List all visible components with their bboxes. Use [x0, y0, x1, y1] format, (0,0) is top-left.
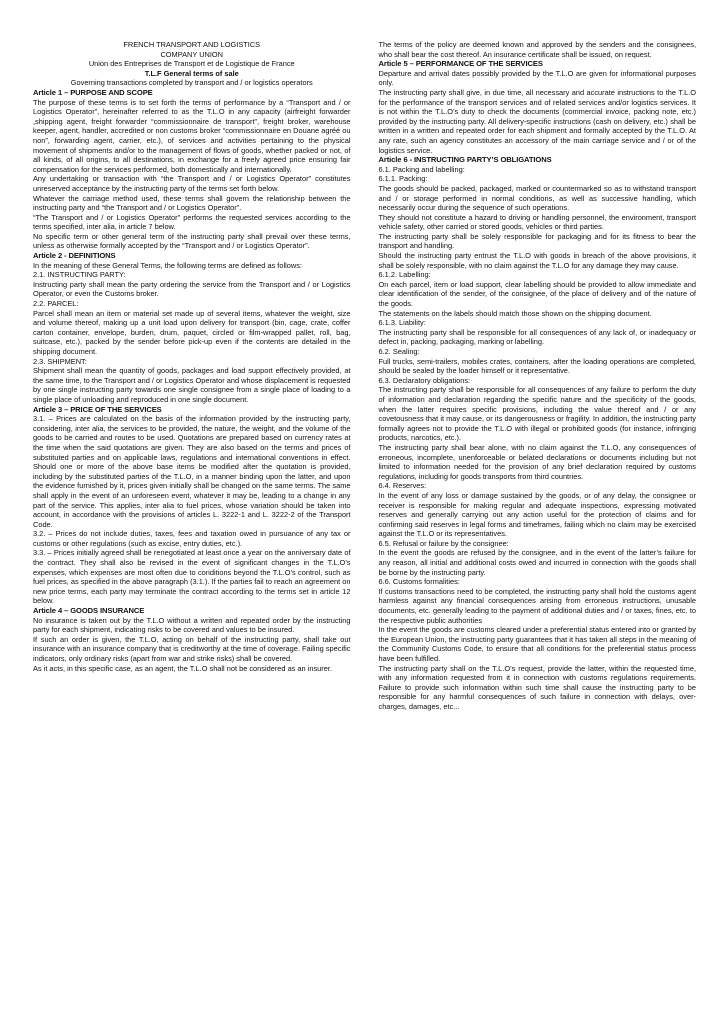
paragraph: “The Transport and / or Logistics Operator” performs the requested services according to the terms specified, inter alia, in article 7 below.	[33, 212, 351, 232]
article-heading: Article 6 - INSTRUCTING PARTY’S OBLIGATIONS	[378, 155, 552, 165]
paragraph: Shipment shall mean the quantity of goods, packages and load support effectively provided, at the same time, to the Transport and / or Logistics Operator and whose displacement is requested by one single instructing party towards one single consignee from a single place of loading to a single place of unloading and reproduced in one single document.	[33, 366, 351, 404]
paragraph: In the event of any loss or damage sustained by the goods, or of any delay, the consignee or receiver is responsible for making regular and adequate inspections, expressing motivated reserves and generally carrying out any action useful for the protection of claims and for confirming said reserves in legal forms and timeframes, failing which no claim may be exercised against the T.L.O or its representatives.	[378, 490, 696, 539]
paragraph: 3.2. – Prices do not include duties, taxes, fees and taxation owed in pursuance of any tax or customs or other regulations (such as excise, entry duties, etc.).	[33, 529, 351, 548]
paragraph: They should not constitute a hazard to driving or handling personnel, the environment, transport vehicle safety, other carried or stored goods, vehicles or third parties.	[378, 212, 696, 232]
paragraph: The instructing party shall be solely responsible for packaging and for its fitness to bear the transport and handling.	[378, 231, 696, 251]
paragraph: The purpose of these terms is to set forth the terms of performance by a “Transport and / or Logistics Operator”, hereinafter referred to as the T.L.O in any capacity (airfreight forwarder ,shipping agent, freight forwarder “commissionnaire de transport”, freight broker, warehouse keeper, agent, handler, accredited or non customs broker “commissionnaire en Douane agréé ou non”, forwarding agent, carrier, etc.), of services and activities pertaining to the physical movement of shipments and/or to the management of flows of goods, whether packed or not, of all kinds, of all origins, to all destinations, in exchange for a freely agreed price ensuring fair compensation for the services performed, both domestically and internationally.	[33, 97, 351, 174]
paragraph: Should the instructing party entrust the T.L.O with goods in breach of the above provisions, it shall be solely responsible, with no claim against the T.L.O for any damage they may cause.	[378, 251, 696, 270]
paragraph: Parcel shall mean an item or material set made up of several items, whatever the weight, size and volume thereof, making up a unit load upon delivery for transport (bin, cage, crate, coffer carton container, envelope, burden, drum, paquet, circled or film-wrapped pallet, roll, bag, suitcase, etc.), packed by the sender before pick-up even if the contents are detailed in the shipping document.	[33, 308, 351, 356]
paragraph: 2.1. INSTRUCTING PARTY:	[33, 270, 126, 280]
document-subtitle: Governing transactions completed by transport and / or logistics operators	[70, 78, 313, 88]
paragraph: Instructing party shall mean the party ordering the service from the Transport and / or Logistics Operator, or even the Customs broker.	[33, 279, 351, 299]
right-column	[379, 40, 697, 1004]
paragraph: The instructing party shall on the T.L.O’s request, provide the latter, within the requested time, with any information requested from it in connection with customs regulations requirements. Failure to provide such information within such time shall cause the instructing party to be responsible for any harmful consequences of such failure in connection with delays, over-charges, damages, etc...	[378, 663, 696, 711]
paragraph: No insurance is taken out by the T.L.O without a written and repeated order by the instructing party for each shipment, indicating risks to be covered and values to be insured.	[33, 615, 351, 635]
paragraph: In the event the goods are customs cleared under a preferential status entered into or granted by the European Union, the instructing party guarantees that it has taken all steps in the meaning of the Community Customs Code, to ensure that all conditions for the preferential status process have been fulfilled.	[378, 625, 696, 663]
paragraph: If such an order is given, the T.L.O, acting on behalf of the instructing party, shall take out insurance with an insurance company that is creditworthy at the time of coverage. Failing specific indicators, only ordinary risks (apart from war and strike risks) shall be covered.	[33, 634, 351, 663]
document-title: T.L.F General terms of sale	[144, 68, 239, 78]
paragraph: 6.4. Reserves:	[378, 481, 427, 491]
document-header	[33, 40, 351, 88]
paragraph: 6.6. Customs formalities:	[378, 577, 460, 587]
paragraph: 2.3. SHIPMENT:	[33, 356, 87, 366]
header-line-2: COMPANY UNION	[160, 49, 224, 59]
paragraph: The statements on the labels should match those shown on the shipping document.	[378, 308, 652, 318]
paragraph: 2.2. PARCEL:	[33, 299, 79, 309]
left-column-body	[33, 88, 351, 673]
article-heading: Article 1 – PURPOSE AND SCOPE	[33, 87, 153, 97]
article-heading: Article 4 – GOODS INSURANCE	[33, 606, 145, 616]
right-column-body	[379, 40, 697, 712]
article-heading: Article 5 – PERFORMANCE OF THE SERVICES	[378, 59, 543, 69]
paragraph: The instructing party shall bear alone, with no claim against the T.L.O, any consequences of erroneous, incomplete, unenforceable or belated declarations or documents including but not limited to information needed for the provision of any brief declaration required by customs regulations, including for goods transports from third countries.	[378, 442, 696, 481]
paragraph: Departure and arrival dates possibly provided by the T.L.O are given for informational purposes only.	[378, 68, 696, 88]
paragraph: 6.1.2. Labelling:	[378, 270, 431, 280]
left-column	[33, 40, 351, 1004]
paragraph: 6.5. Refusal or failure by the consignee:	[378, 538, 509, 548]
paragraph: 6.1.1. Packing:	[378, 174, 428, 184]
paragraph: In the meaning of these General Terms, the following terms are defined as follows:	[33, 260, 302, 270]
paragraph: 6.2. Sealing:	[378, 347, 420, 356]
paragraph: If customs transactions need to be completed, the instructing party shall hold the customs agent harmless against any financial consequences arising from erroneous instructions, unusable documents, etc. generally leading to the payment of additional duties and / or taxes, fines, etc. to the respective public authorities	[378, 586, 696, 625]
paragraph: The instructing party shall be responsible for all consequences of any lack of, or inadequacy or defect in, packing, packaging, marking or labelling.	[378, 327, 696, 347]
header-line-3: Union des Entreprises de Transport et de Logistique de France	[88, 59, 295, 69]
paragraph: Any undertaking or transaction with “the Transport and / or Logistics Operator” constitutes unreserved acceptance by the instructing party of the terms set forth below.	[33, 174, 351, 193]
paragraph: The instructing party shall give, in due time, all necessary and accurate instructions to the T.L.O for the performance of the transport services and of related services and/or logistics services. It is not within the T.L.O’s duty to check the documents (commercial invoice, packing note, etc.) provided by the instructing party. All delivery-specific instructions (cash on delivery, etc.) shall be written in a written and repeated order for each shipment and formally accepted by the T.L.O. At any rate, such an agency constitutes an accessory of the main carriage service and / or of the logistics service.	[378, 87, 696, 155]
header-line-1: FRENCH TRANSPORT AND LOGISTICS	[123, 40, 261, 49]
paragraph: On each parcel, item or load support, clear labelling should be provided to allow immediate and clear identification of the sender, of the consignee, of the place of delivery and of the nature of the goods.	[378, 279, 696, 309]
paragraph: 3.1. – Prices are calculated on the basis of the information provided by the instructing party, considering, inter alia, the services to be provided, the nature, the weight, and the volume of the goods to be carried and routes to be used. Quotations are prepared based on currency rates at the time when the said quotations are given. They are also based on the terms and prices of substituted parties and on applicable laws, regulations and international conventions in effect. Should one or more of the above base items be modified after the quotation is provided, including by the substituted parties of the T.L.O, in a manner binding upon the latter, and upon the evidence furnished by it, prices given initially shall be changed on the same terms. The same shall apply in the event of an unforeseen event, whatever it may be, leading to a change in any part of the service. This applies, inter alia to fuel prices, whose variation should be taken into account, in accordance with the provisions of articles L. 3222-1 and L. 3222-2 of the Transport Code.	[33, 414, 351, 529]
paragraph: Whatever the carriage method used, these terms shall govern the relationship between the instructing party and “the Transport and / or Logistics Operator”.	[33, 193, 351, 213]
paragraph: The terms of the policy are deemed known and approved by the senders and the consignees, who shall bear the cost thereof. An insurance certificate shall be issued, on request.	[378, 40, 696, 59]
paragraph: As it acts, in this specific case, as an agent, the T.L.O shall not be considered as an insurer.	[33, 663, 332, 673]
paragraph: 6.3. Declaratory obligations:	[378, 375, 471, 385]
paragraph: 6.1.3. Liability:	[378, 318, 426, 328]
paragraph: Full trucks, semi-trailers, mobiles crates, containers, after the loading operations are completed, should be sealed by the loader himself or it representative.	[378, 356, 696, 376]
paragraph: The goods should be packed, packaged, marked or countermarked so as to withstand transport and / or storage performed in normal conditions, as well as successive handling, which necessarily occur during the sequence of such operations.	[378, 183, 696, 213]
article-heading: Article 3 – PRICE OF THE SERVICES	[33, 404, 162, 414]
paragraph: 3.3. – Prices initially agreed shall be renegotiated at least once a year on the anniversary date of the contract. They shall also be revised in the event of significant changes in the T.L.O’s expenses, which expenses are most often due to conditions beyond the T.L.O’s control, such as fuel prices, as specified in the above paragraph (3.1.). If the parties fail to reach an agreement on new price terms, each party may terminate the contract according to the terms set in article 12 below.	[33, 548, 351, 606]
article-heading: Article 2 - DEFINITIONS	[33, 251, 116, 261]
paragraph: 6.1. Packing and labelling:	[378, 164, 465, 174]
paragraph: No specific term or other general term of the instructing party shall prevail over these terms, unless as otherwise formally accepted by the “Transport and / or Logistics Operator”.	[33, 231, 351, 251]
paragraph: In the event the goods are refused by the consignee, and in the event of the latter’s failure for any reason, all initial and additional costs owed and incurred in connection with the goods shall be borne by the instructing party.	[378, 548, 696, 577]
paragraph: The instructing party shall be responsible for all consequences of any failure to perform the duty of information and declaration regarding the specific nature and the specificity of the goods, when the latter requires specific provisions, including the value thereof and / or any covetousness that it may cause, or its dangerousness or fragility. In addition, the instructing party formally agrees not to provide the T.L.O with illegal or prohibited goods (for instance, infringing products, narcotics, etc.).	[378, 385, 696, 443]
